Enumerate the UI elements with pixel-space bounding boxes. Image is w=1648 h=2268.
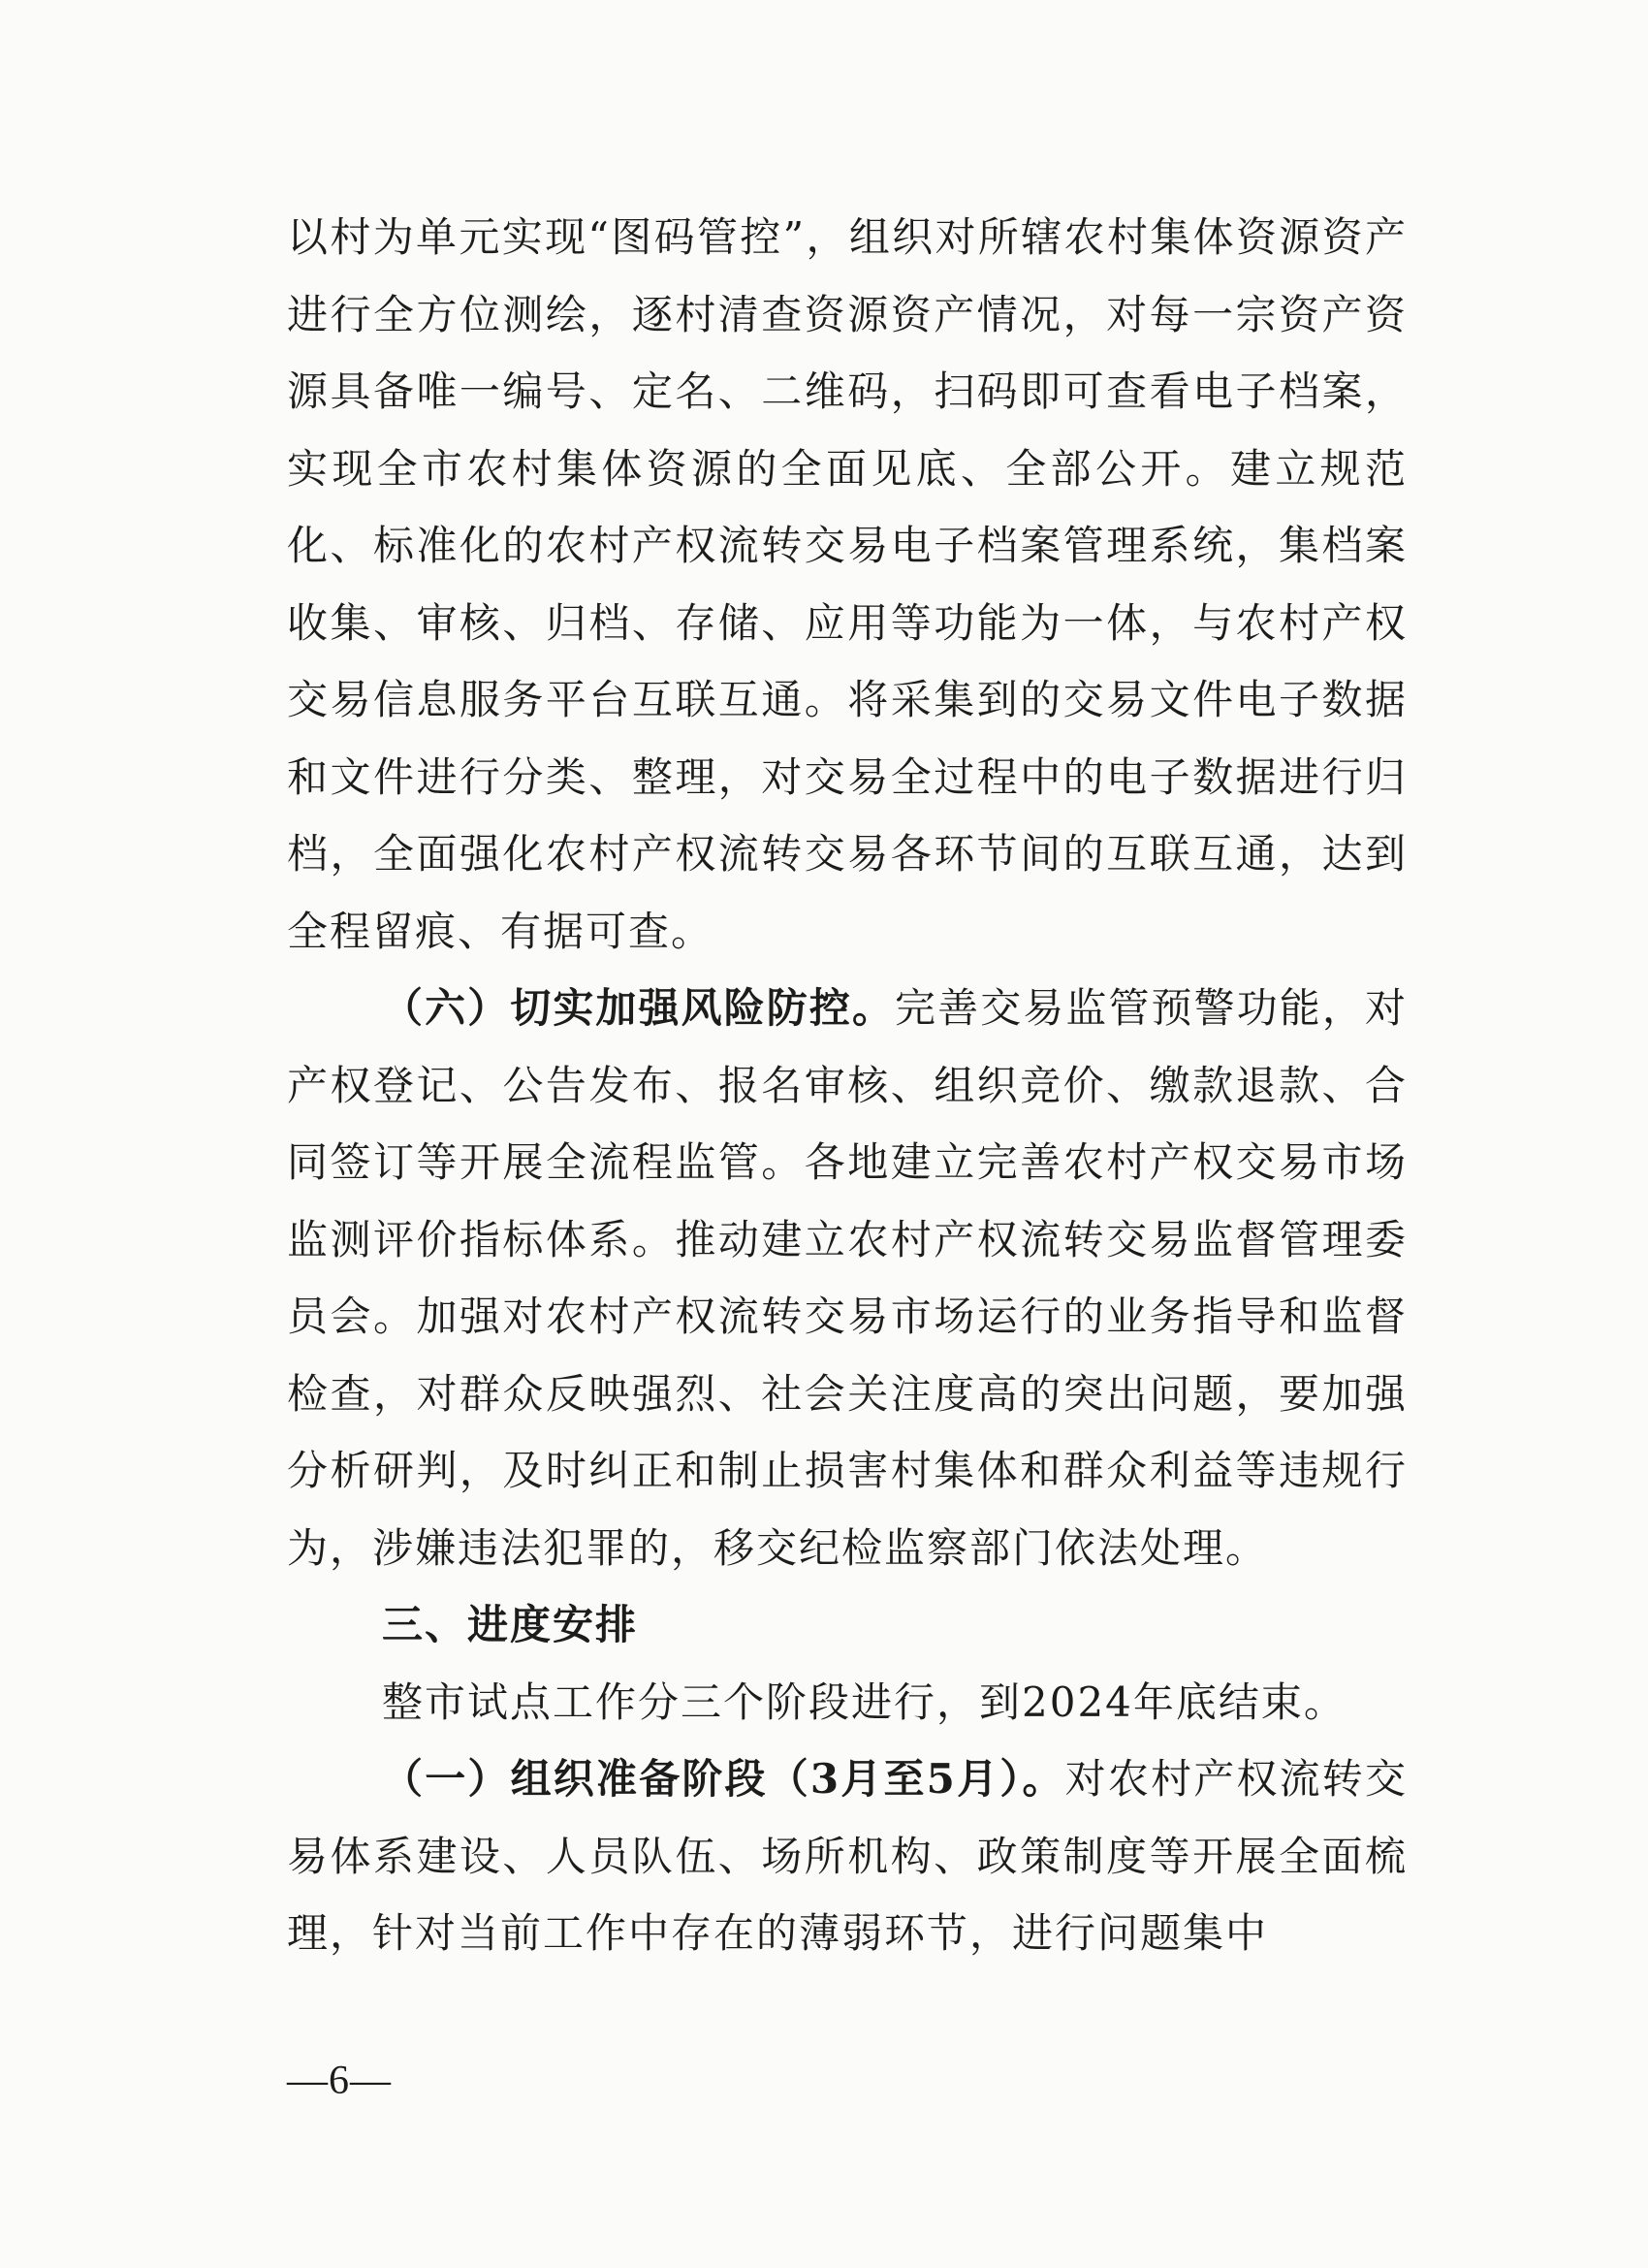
- paragraph-text: 整市试点工作分三个阶段进行，到2024年底结束。: [382, 1677, 1347, 1726]
- document-body: [287, 199, 1408, 1972]
- paragraph-schedule-intro: [287, 1664, 1408, 1741]
- section-heading-schedule: 三、进度安排: [382, 1601, 639, 1648]
- paragraph-text: 完善交易监管预警功能，对产权登记、公告发布、报名审核、组织竞价、缴款退款、合同签订等开展全流程监管。各地建立完善农村产权交易市场监测评价指标体系。推动建立农村产权流转交易监督管理委员会。加强对农村产权流转交易市场运行的业务指导和监督检查，对群众反映强烈、社会关注度高的突出问题，要加强分析研判，及时纠正和制止损害村集体和群众利益等违规行为，涉嫌违法犯罪的，移交纪检监察部门依法处理。: [287, 984, 1408, 1572]
- paragraph-preparation-stage: [287, 1741, 1408, 1972]
- page-number: —6—: [287, 2059, 392, 2103]
- paragraph-text: 对农村产权流转交易体系建设、人员队伍、场所机构、政策制度等开展全面梳理，针对当前工作中存在的薄弱环节，进行问题集中: [287, 1755, 1408, 1957]
- paragraph-risk-control: [287, 970, 1408, 1586]
- paragraph-text: 以村为单元实现“图码管控”，组织对所辖农村集体资源资产进行全方位测绘，逐村清查资源资产情况，对每一宗资产资源具备唯一编号、定名、二维码，扫码即可查看电子档案，实现全市农村集体资源的全面见底、全部公开。建立规范化、标准化的农村产权流转交易电子档案管理系统，集档案收集、审核、归档、存储、应用等功能为一体，与农村产权交易信息服务平台互联互通。将采集到的交易文件电子数据和文件进行分类、整理，对交易全过程中的电子数据进行归档，全面强化农村产权流转交易各环节间的互联互通，达到全程留痕、有据可查。: [287, 213, 1408, 955]
- section-heading-risk-control: （六）切实加强风险防控。: [382, 984, 896, 1032]
- section-heading-preparation-stage: （一）组织准备阶段（3月至5月）。: [382, 1755, 1065, 1803]
- paragraph-continued: [287, 199, 1408, 970]
- paragraph-schedule-heading: [287, 1586, 1408, 1664]
